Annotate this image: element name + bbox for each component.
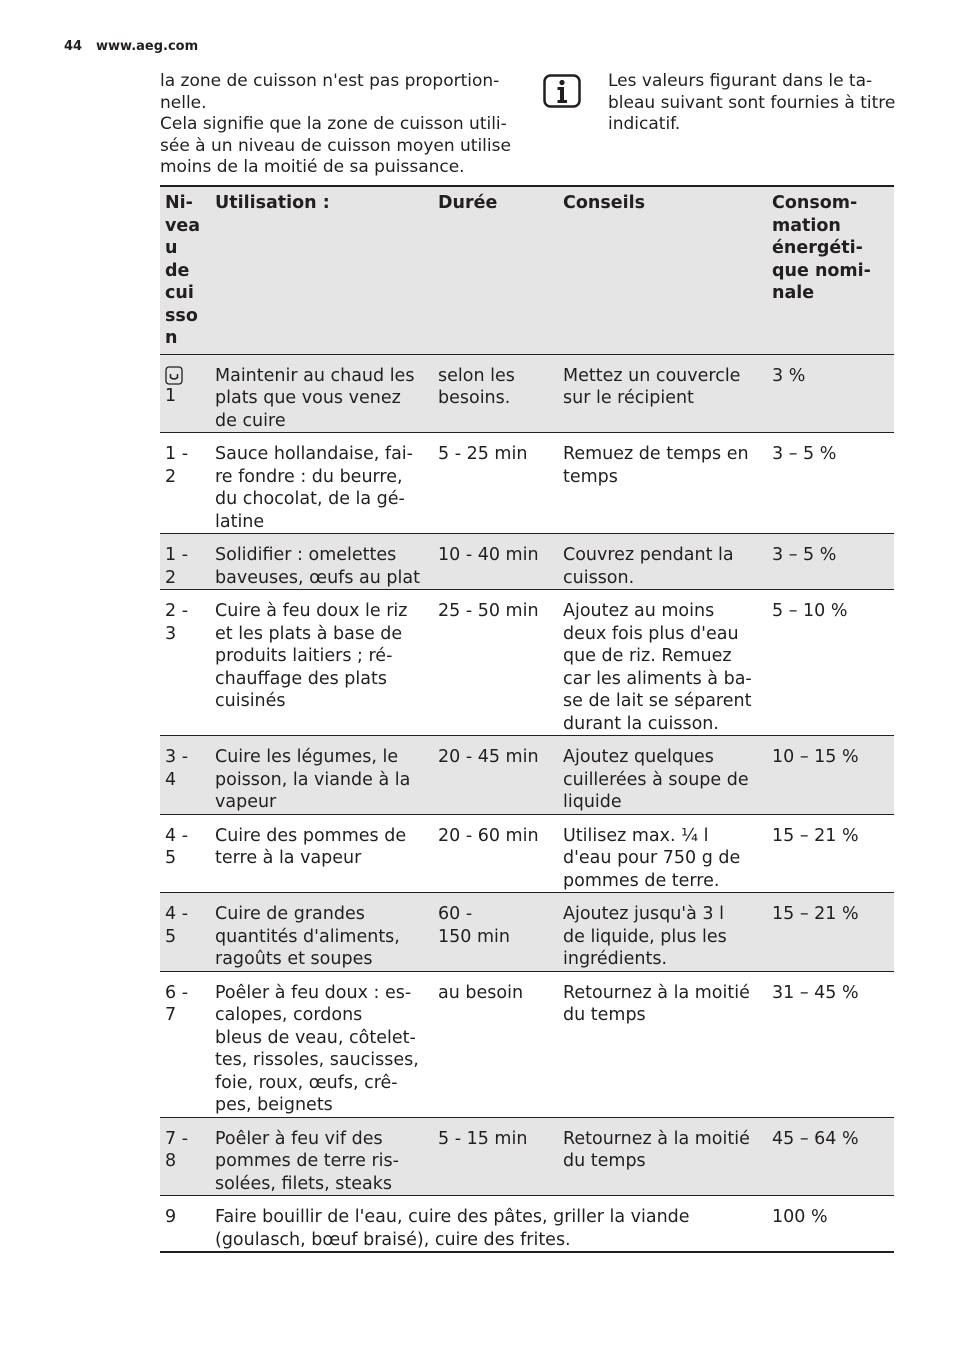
cell-use [210, 814, 433, 893]
info-note-line: indicatif. [608, 114, 681, 134]
tips-text: pommes de terre. [563, 870, 720, 891]
cell-duration [433, 971, 558, 1117]
tips-text: Mettez un couvercle [563, 365, 741, 386]
use-text: tes, rissoles, saucisses, [215, 1050, 419, 1070]
table-row [160, 1196, 894, 1253]
tips-text: liquide [563, 792, 622, 812]
duration-text: 60 - [438, 904, 473, 924]
cell-use [210, 1196, 767, 1253]
cell-consumption: 100 % [767, 1196, 894, 1253]
cell-duration [433, 433, 558, 534]
tips-text: du temps [563, 1151, 646, 1171]
level-value: 6 - [165, 982, 189, 1003]
tips-text: durant la cuisson. [563, 713, 719, 734]
cell-tips [558, 814, 767, 893]
tips-text: Retournez à la moitié [563, 982, 750, 1003]
header-line: u [165, 238, 178, 258]
cell-duration [433, 893, 558, 972]
cell-tips [558, 893, 767, 972]
cell-duration [433, 736, 558, 815]
table-row [160, 814, 894, 893]
level-value: 1 - [165, 444, 189, 464]
use-text: (goulasch, bœuf braisé), cuire des frites. [215, 1229, 571, 1250]
level-value: 2 [165, 466, 177, 487]
tips-text: d'eau pour 750 g de [563, 848, 741, 868]
level-value: 9 [165, 1207, 177, 1227]
tips-text: Retournez à la moitié [563, 1128, 750, 1149]
tips-text: de liquide, plus les [563, 926, 727, 947]
tips-text: car les aliments à ba- [563, 668, 752, 689]
info-icon [543, 74, 581, 108]
level-value: 1 - [165, 545, 189, 565]
cell-level [160, 736, 210, 815]
info-note [608, 71, 903, 136]
table-row [160, 433, 894, 534]
website-url: www.aeg.com [96, 39, 199, 54]
level-value: 2 - [165, 601, 189, 621]
tips-text: temps [563, 466, 618, 487]
use-text: pes, beignets [215, 1095, 333, 1115]
duration-text: 5 - 15 min [438, 1128, 528, 1149]
use-text: de cuire [215, 410, 286, 431]
use-text: et les plats à base de [215, 623, 403, 644]
cell-consumption: 5 – 10 % [767, 590, 894, 736]
use-text: poisson, la viande à la [215, 769, 411, 790]
cell-level [160, 590, 210, 736]
tips-text: cuisson. [563, 567, 635, 588]
tips-text: Ajoutez jusqu'à 3 l [563, 904, 724, 924]
cooking-levels-table [160, 185, 894, 1253]
tips-text: Utilisez max. ¼ l [563, 825, 709, 846]
cell-tips [558, 590, 767, 736]
level-value: 4 - [165, 825, 189, 846]
use-text: vapeur [215, 792, 277, 812]
tips-text: que de riz. Remuez [563, 646, 732, 666]
use-text: Sauce hollandaise, fai- [215, 444, 413, 464]
intro-line: moins de la moitié de sa puissance. [160, 157, 465, 177]
cell-consumption: 15 – 21 % [767, 893, 894, 972]
tips-text: du temps [563, 1005, 646, 1025]
table-row [160, 590, 894, 736]
table-row [160, 971, 894, 1117]
cell-duration [433, 1117, 558, 1196]
cell-duration [433, 814, 558, 893]
use-text: Poêler à feu vif des [215, 1128, 383, 1149]
use-text: solées, filets, steaks [215, 1173, 392, 1194]
duration-text: 20 - 45 min [438, 747, 539, 767]
intro-paragraph [160, 71, 520, 179]
intro-line: la zone de cuisson n'est pas proportion- [160, 71, 500, 91]
use-text: terre à la vapeur [215, 848, 362, 868]
duration-text: 5 - 25 min [438, 444, 528, 464]
tips-text: se de lait se séparent [563, 691, 752, 711]
level-value: 7 - [165, 1128, 189, 1149]
cell-level [160, 893, 210, 972]
cell-level [160, 354, 210, 433]
use-text: bleus de veau, côtelet- [215, 1027, 416, 1048]
header-line: cui [165, 283, 194, 303]
use-text: Cuire de grandes [215, 904, 365, 924]
use-text: plats que vous venez [215, 388, 401, 408]
tips-text: deux fois plus d'eau [563, 623, 739, 644]
duration-text: au besoin [438, 982, 524, 1003]
level-value: 5 [165, 848, 177, 868]
header-line: de [165, 260, 190, 281]
header-use: Utilisation : [210, 186, 433, 354]
cell-duration [433, 534, 558, 590]
use-text: Solidifier : omelettes [215, 545, 397, 565]
cell-consumption: 15 – 21 % [767, 814, 894, 893]
cell-level [160, 1117, 210, 1196]
cell-use [210, 433, 433, 534]
tips-text: ingrédients. [563, 949, 668, 969]
header-line: Ni- [165, 193, 193, 213]
use-text: Maintenir au chaud les [215, 365, 415, 386]
cell-use [210, 893, 433, 972]
intro-line: nelle. [160, 92, 207, 113]
duration-text: 25 - 50 min [438, 601, 539, 621]
info-note-line: Les valeurs figurant dans le ta- [608, 71, 873, 91]
use-text: produits laitiers ; ré- [215, 646, 393, 666]
tips-text: Ajoutez quelques [563, 747, 714, 767]
header-duration: Durée [433, 186, 558, 354]
cell-consumption: 3 – 5 % [767, 433, 894, 534]
header-line: mation [772, 215, 841, 236]
header-consumption [767, 186, 894, 354]
intro-line: Cela signifie que la zone de cuisson utili- [160, 114, 507, 134]
cell-level [160, 814, 210, 893]
cell-consumption: 10 – 15 % [767, 736, 894, 815]
level-value: 2 [165, 567, 177, 588]
use-text: baveuses, œufs au plat [215, 567, 420, 588]
table-row [160, 1117, 894, 1196]
use-text: Cuire des pommes de [215, 825, 407, 846]
level-value: 4 [165, 769, 177, 790]
tips-text: Remuez de temps en [563, 444, 749, 464]
use-text: ragoûts et soupes [215, 949, 373, 969]
tips-text: sur le récipient [563, 388, 694, 408]
level-value: 1 [165, 385, 177, 406]
tips-text: Couvrez pendant la [563, 545, 734, 565]
use-text: cuisinés [215, 691, 286, 711]
cell-tips [558, 433, 767, 534]
header-line: vea [165, 215, 201, 236]
page-number: 44 [64, 39, 83, 54]
use-text: foie, roux, œufs, crê- [215, 1072, 398, 1093]
use-text: chauffage des plats [215, 668, 387, 689]
use-text: latine [215, 511, 265, 532]
cell-consumption: 3 % [767, 354, 894, 433]
cell-use [210, 534, 433, 590]
header-line: énergéti- [772, 238, 863, 258]
use-text: pommes de terre ris- [215, 1151, 399, 1171]
level-value: 3 [165, 623, 177, 644]
cell-level [160, 1196, 210, 1253]
cell-tips [558, 354, 767, 433]
table-row [160, 893, 894, 972]
level-value: 3 - [165, 747, 189, 767]
cell-use [210, 354, 433, 433]
tips-text: cuillerées à soupe de [563, 769, 749, 790]
use-text: Cuire à feu doux le riz [215, 601, 408, 621]
duration-text: besoins. [438, 388, 511, 408]
header-level [160, 186, 210, 354]
table-row [160, 534, 894, 590]
cell-tips [558, 1117, 767, 1196]
cell-use [210, 590, 433, 736]
level-value: 7 [165, 1005, 177, 1025]
use-text: du chocolat, de la gé- [215, 489, 405, 509]
cell-consumption: 3 – 5 % [767, 534, 894, 590]
tips-text: Ajoutez au moins [563, 601, 715, 621]
cell-use [210, 1117, 433, 1196]
cell-level [160, 433, 210, 534]
page-header [64, 39, 198, 54]
table-row [160, 354, 894, 433]
level-value: 4 - [165, 904, 189, 924]
cell-level [160, 534, 210, 590]
use-text: Faire bouillir de l'eau, cuire des pâtes, griller la viande [215, 1207, 690, 1227]
use-text: calopes, cordons [215, 1005, 363, 1025]
cell-consumption: 31 – 45 % [767, 971, 894, 1117]
use-text: re fondre : du beurre, [215, 466, 403, 487]
header-line: nale [772, 283, 815, 303]
table-body [160, 354, 894, 1252]
intro-line: sée à un niveau de cuisson moyen utilise [160, 135, 511, 156]
cell-use [210, 971, 433, 1117]
level-value: 8 [165, 1151, 177, 1171]
cell-tips [558, 736, 767, 815]
use-text: quantités d'aliments, [215, 926, 400, 947]
level-value: 5 [165, 926, 177, 947]
cell-level [160, 971, 210, 1117]
duration-text: selon les [438, 365, 515, 386]
cell-duration [433, 590, 558, 736]
use-text: Cuire les légumes, le [215, 747, 399, 767]
use-text: Poêler à feu doux : es- [215, 982, 412, 1003]
cell-tips [558, 971, 767, 1117]
header-tips: Conseils [558, 186, 767, 354]
cell-consumption: 45 – 64 % [767, 1117, 894, 1196]
header-line: Consom- [772, 193, 858, 213]
keep-warm-icon [165, 366, 183, 385]
table-row [160, 736, 894, 815]
cell-tips [558, 534, 767, 590]
table-header-row [160, 186, 894, 354]
header-line: n [165, 328, 178, 348]
header-line: que nomi- [772, 260, 871, 281]
duration-text: 20 - 60 min [438, 825, 539, 846]
duration-text: 10 - 40 min [438, 545, 539, 565]
cell-duration [433, 354, 558, 433]
info-note-line: bleau suivant sont fournies à titre [608, 92, 896, 113]
header-line: sso [165, 305, 198, 326]
cell-use [210, 736, 433, 815]
duration-text: 150 min [438, 926, 510, 947]
